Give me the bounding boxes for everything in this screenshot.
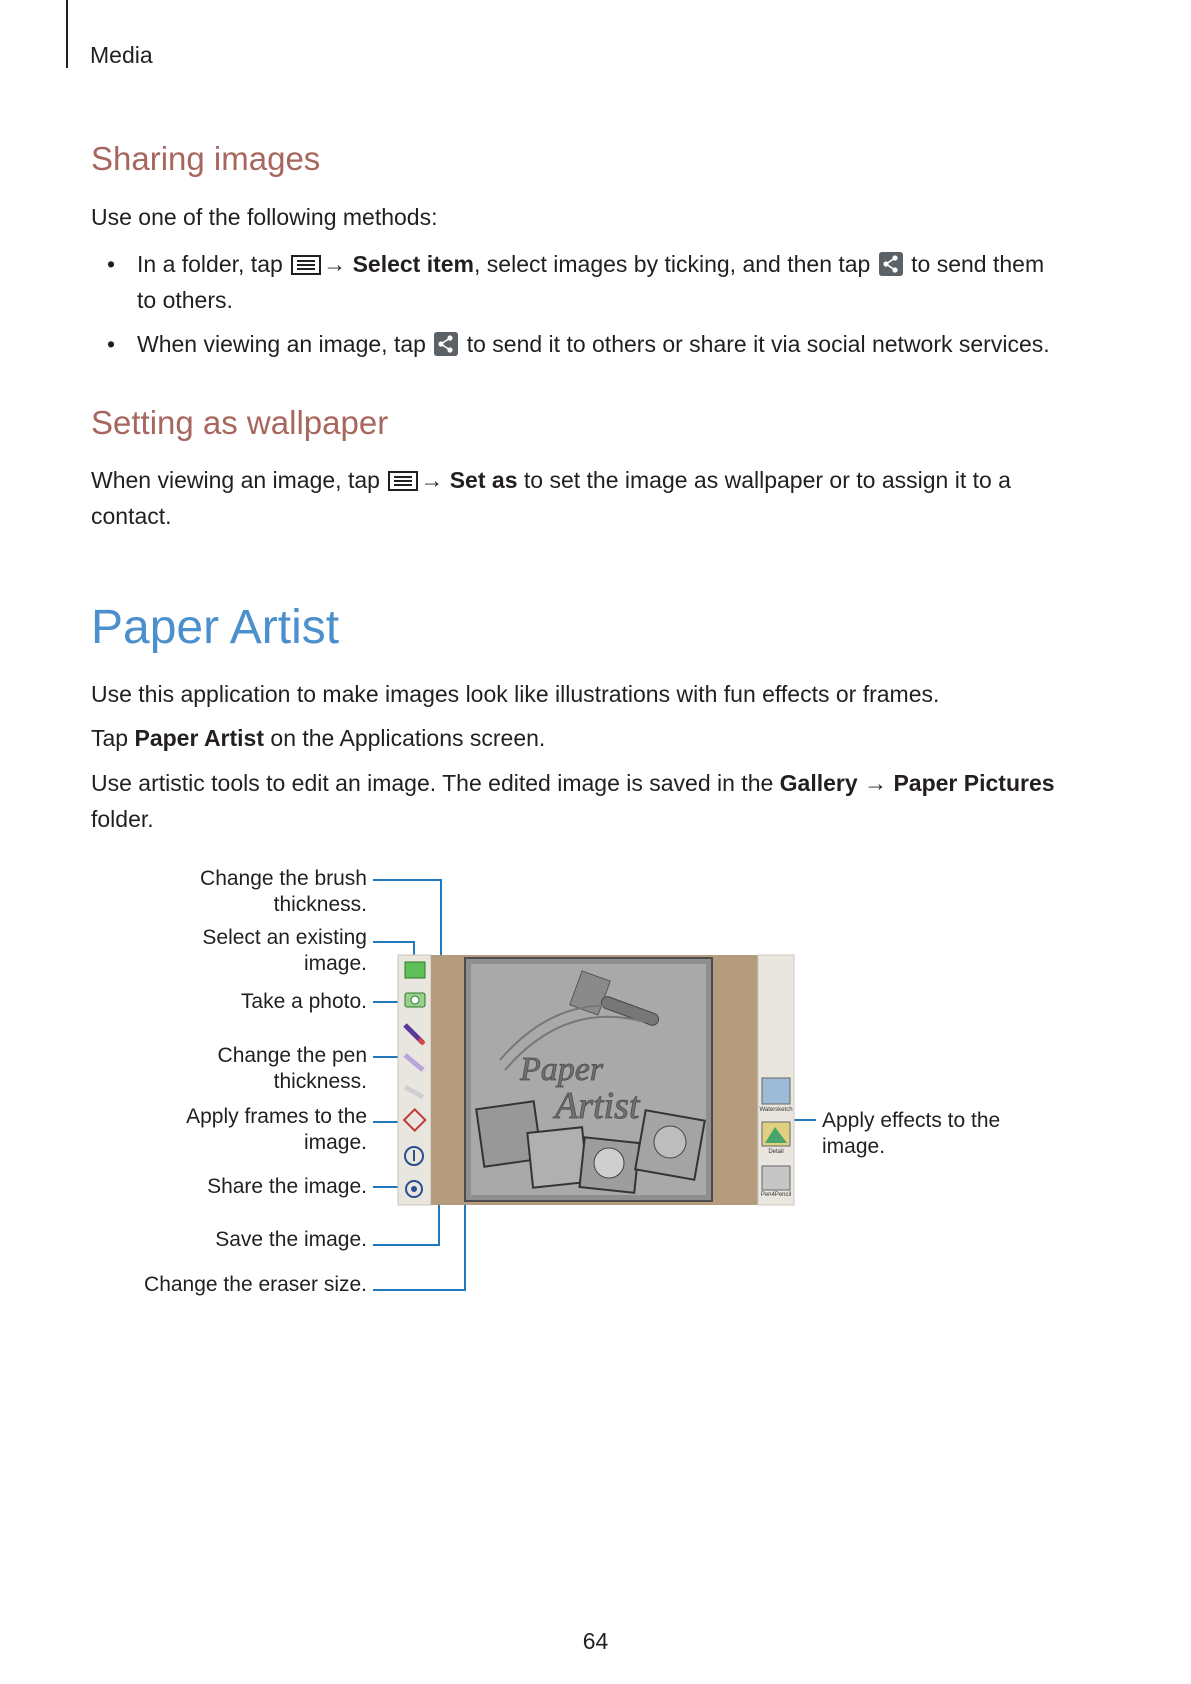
callout-save: Save the image.: [215, 1228, 367, 1251]
callout-line: thickness.: [273, 893, 367, 916]
callout-line: Apply effects to the: [822, 1109, 1001, 1132]
app-screen: [431, 955, 794, 1205]
callout-share: Share the image.: [207, 1175, 367, 1198]
camera-icon[interactable]: [405, 993, 425, 1007]
callout-line: image.: [303, 1131, 367, 1154]
thumb-label: Watersketch: [759, 1107, 793, 1113]
p3-pre: Use artistic tools to edit an image. The edited image is saved in the: [91, 770, 774, 796]
callout-line: Change the pen: [217, 1044, 367, 1067]
gallery-label: Gallery: [779, 770, 858, 796]
select-item-label: Select item: [352, 251, 475, 277]
callout-line: thickness.: [273, 1070, 367, 1093]
arrow: →: [864, 770, 888, 796]
callout-line: image.: [822, 1135, 886, 1158]
bullet2-post: to send it to others or share it via social network services.: [466, 331, 1050, 357]
paper-pictures-label: Paper Pictures: [893, 770, 1055, 796]
bullet1-line2: to others.: [137, 287, 233, 313]
effect-thumb-watersketch[interactable]: [759, 1078, 792, 1113]
wallpaper-pre: When viewing an image, tap: [91, 467, 380, 493]
section-label: Media: [90, 42, 153, 68]
bullet2-pre: When viewing an image, tap: [137, 331, 426, 357]
bullet1-pre: In a folder, tap: [137, 251, 283, 277]
callout-line: Change the brush: [200, 867, 367, 890]
sharing-heading: Sharing images: [91, 140, 321, 177]
bullet1-mid: , select images by ticking, and then tap: [474, 251, 871, 277]
bullet-dot: •: [107, 331, 116, 357]
callout-eraser: Change the eraser size.: [144, 1273, 367, 1296]
bullet-dot: •: [107, 251, 116, 277]
page-number: 64: [582, 1628, 609, 1654]
p2-pre: Tap: [91, 725, 129, 751]
arrow: →: [323, 251, 347, 277]
wallpaper-post: to set the image as wallpaper or to assign it to a: [523, 467, 1011, 493]
logo-artist: Artist: [555, 1085, 640, 1127]
set-as-label: Set as: [449, 467, 518, 493]
left-toolbar: [398, 955, 431, 1205]
effect-thumb-pen4pencil[interactable]: [761, 1166, 791, 1198]
sharing-intro: Use one of the following methods:: [91, 204, 438, 230]
callout-take-photo: Take a photo.: [240, 990, 367, 1013]
paper-artist-p1: Use this application to make images look like illustrations with fun effects or frames.: [91, 681, 940, 707]
thumb-label: Pen4Pencil: [760, 1192, 792, 1198]
paper-artist-heading: Paper Artist: [91, 601, 340, 654]
logo-paper: Paper: [520, 1051, 604, 1088]
p3-line2: folder.: [91, 806, 154, 832]
wallpaper-line2: contact.: [91, 503, 172, 529]
callout-line: image.: [303, 952, 367, 975]
callout-line: Apply frames to the: [186, 1105, 367, 1128]
p2-post: on the Applications screen.: [270, 725, 546, 751]
callout-line: Select an existing: [202, 926, 367, 949]
wallpaper-heading: Setting as wallpaper: [91, 404, 389, 441]
arrow: →: [420, 467, 444, 493]
paper-artist-app-label: Paper Artist: [134, 725, 265, 751]
select-image-icon[interactable]: [405, 962, 425, 978]
thumb-label: Detail: [768, 1149, 784, 1155]
bullet1-post: to send them: [911, 251, 1045, 277]
